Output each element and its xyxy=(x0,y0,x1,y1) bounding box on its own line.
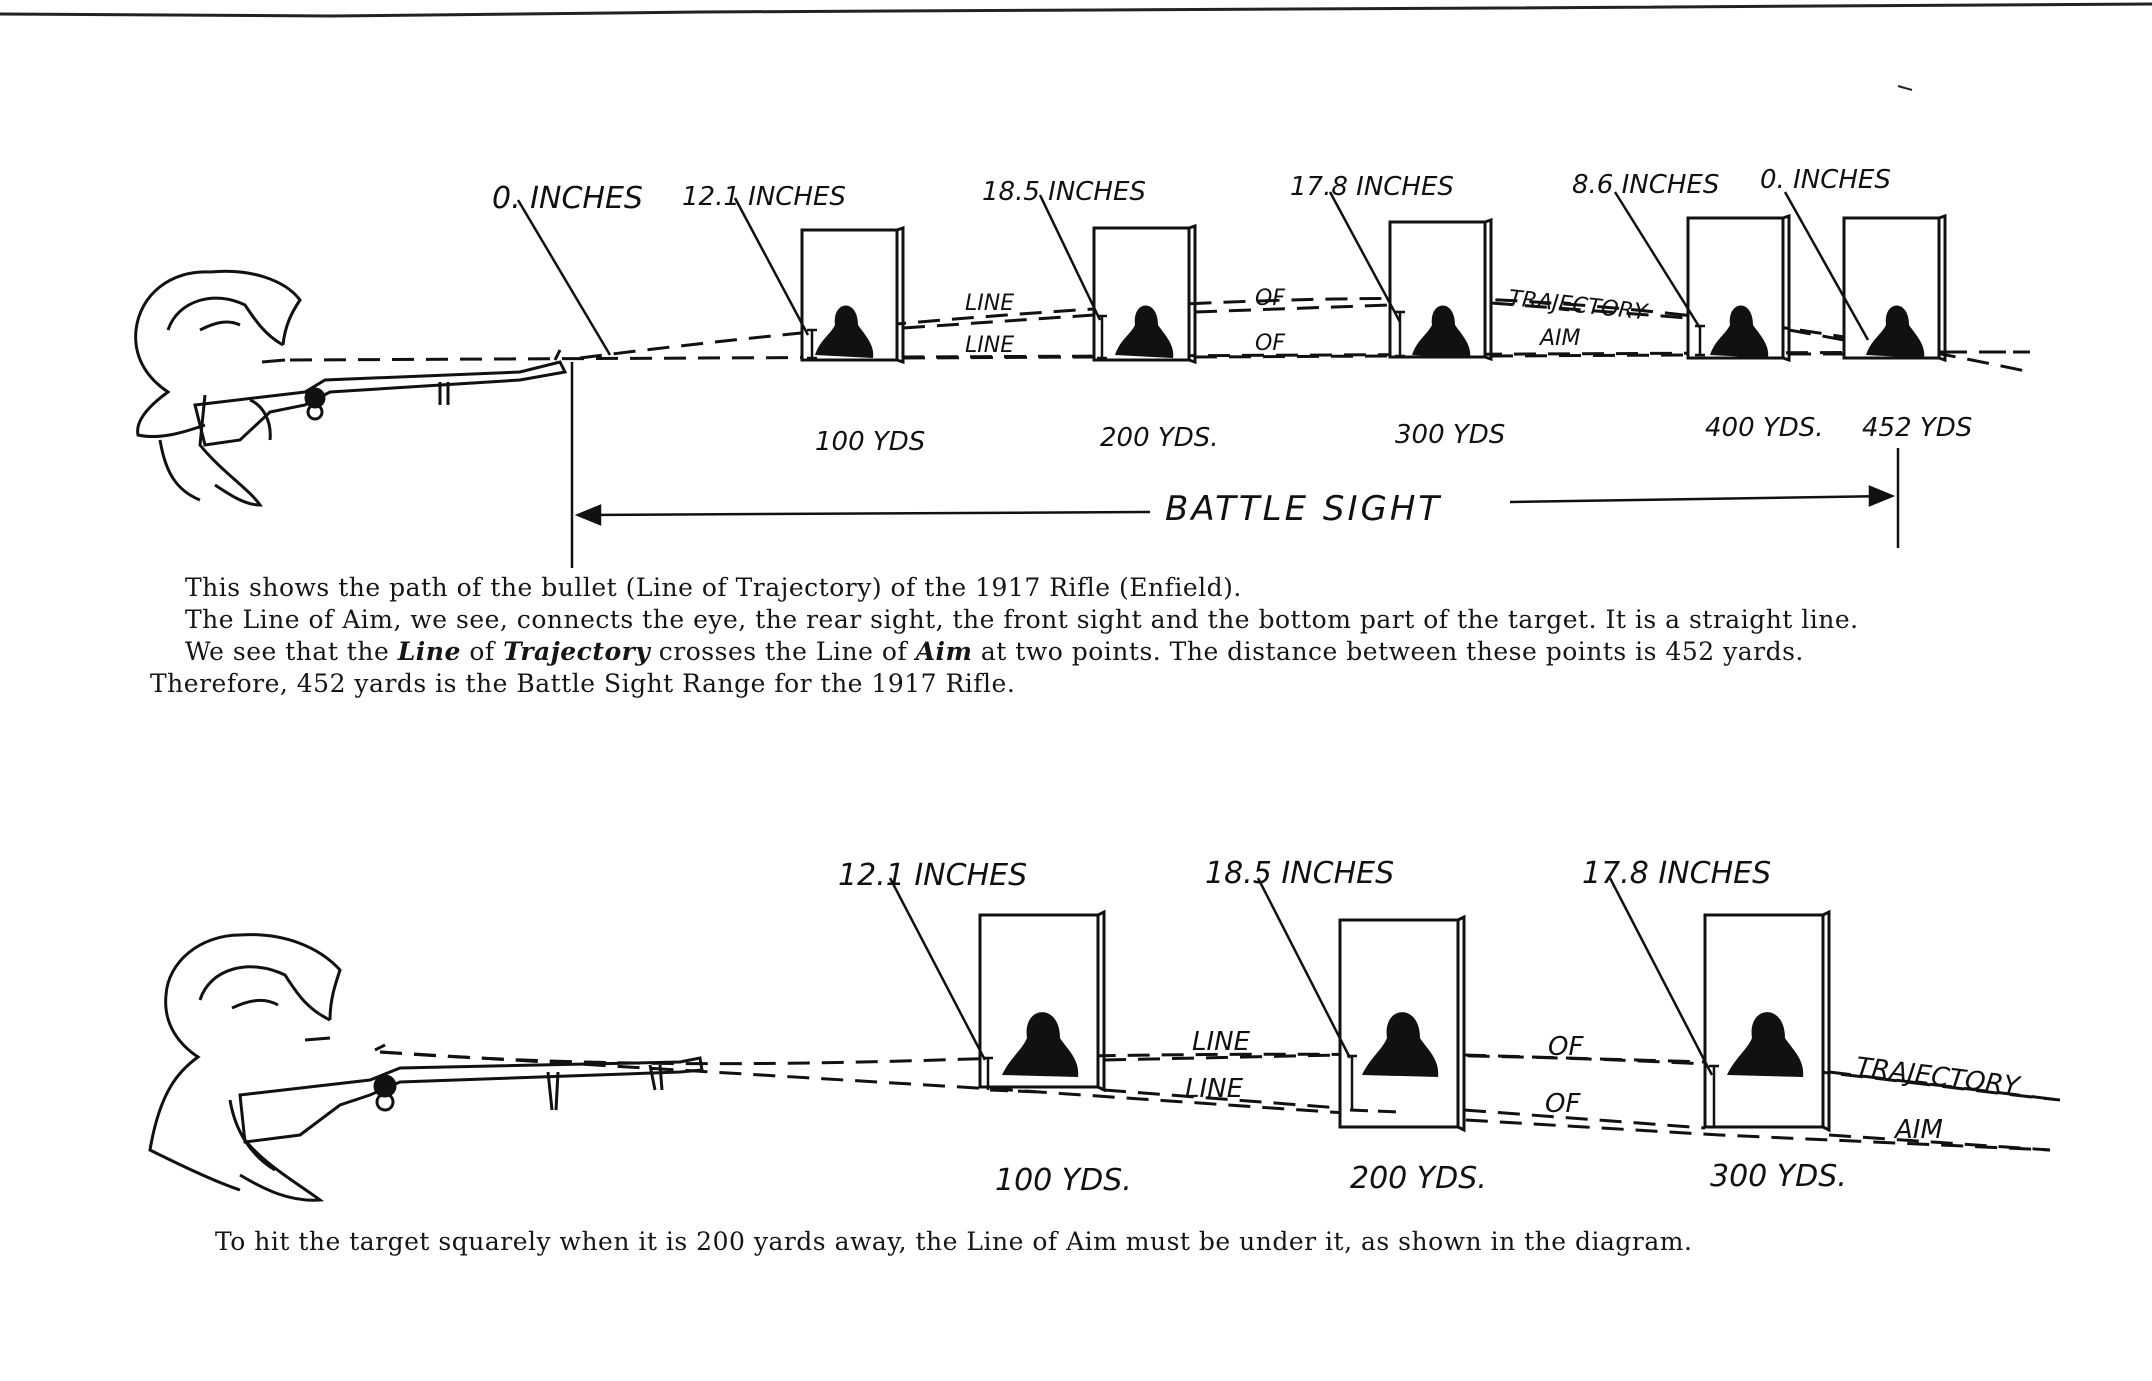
target-100yds-2 xyxy=(980,912,1104,1090)
distance-label-18in-2: 18.5 INCHES xyxy=(1205,856,1395,891)
distance-label-0in-b: 0. INCHES xyxy=(1760,165,1891,195)
word-of-bottom-2: OF xyxy=(1545,1089,1581,1119)
word-of-bottom-1: OF xyxy=(1255,331,1285,356)
word-line-top-1: LINE xyxy=(965,291,1015,316)
distance-label-17in-2: 17.8 INCHES xyxy=(1582,856,1772,891)
shooter-head-2 xyxy=(150,935,340,1201)
leader-lines-1 xyxy=(518,192,1868,358)
caption1-line3-a: We see that the xyxy=(185,637,398,666)
caption1-line3-f: Aim xyxy=(915,637,973,666)
page-edge-line xyxy=(0,4,2152,16)
caption1-line1: This shows the path of the bullet (Line of Trajectory) of the 1917 Rifle (Enfield). xyxy=(185,573,1242,602)
caption1-line3 xyxy=(150,636,2050,668)
battle-sight-label: BATTLE SIGHT xyxy=(1165,489,1443,529)
corner-mark xyxy=(1898,86,1912,90)
target-200yds-1 xyxy=(1094,226,1195,362)
rifle-2 xyxy=(240,1045,702,1142)
rifle-1 xyxy=(195,350,565,445)
target-300yds-1 xyxy=(1390,220,1491,359)
caption-200-yards xyxy=(215,1226,2015,1258)
caption-battle-sight xyxy=(150,572,2050,700)
range-label-100-2: 100 YDS. xyxy=(995,1163,1132,1198)
distance-label-0in-a: 0. INCHES xyxy=(492,181,643,216)
word-trajectory-2: TRAJECTORY xyxy=(1854,1052,2021,1102)
word-of-top-2: OF xyxy=(1548,1032,1584,1062)
target-200yds-2 xyxy=(1340,917,1464,1130)
battle-sight-bracket xyxy=(572,362,1898,568)
caption1-line3-d: Trajectory xyxy=(503,637,651,666)
word-trajectory-1: TRAJECTORY xyxy=(1507,286,1649,326)
word-aim-1: AIM xyxy=(1540,326,1581,351)
range-label-300-1: 300 YDS xyxy=(1395,420,1506,450)
distance-label-12in-2: 12.1 INCHES xyxy=(838,858,1028,893)
range-label-200-1: 200 YDS. xyxy=(1100,423,1219,453)
word-line-bottom-1: LINE xyxy=(965,333,1015,358)
diagram-1 xyxy=(136,165,2030,568)
shooter-head-1 xyxy=(136,271,300,505)
diagram-2 xyxy=(150,856,2060,1200)
range-label-100-1: 100 YDS xyxy=(815,427,926,457)
range-label-400-1: 400 YDS. xyxy=(1705,413,1824,443)
range-label-300-2: 300 YDS. xyxy=(1710,1159,1847,1194)
caption1-line4: Therefore, 452 yards is the Battle Sight Range for the 1917 Rifle. xyxy=(150,669,1016,698)
caption1-line3-b: Line xyxy=(397,637,461,666)
target-452yds-1 xyxy=(1844,216,1945,360)
word-line-top-2: LINE xyxy=(1192,1027,1251,1057)
caption1-line2: The Line of Aim, we see, connects the eye, the rear sight, the front sight and the bottom part of the target. It is a straight line. xyxy=(185,605,1859,634)
distance-label-18in: 18.5 INCHES xyxy=(982,177,1146,207)
word-aim-2: AIM xyxy=(1895,1115,1943,1145)
distance-label-12in: 12.1 INCHES xyxy=(682,182,846,212)
caption2-text: To hit the target squarely when it is 200 yards away, the Line of Aim must be under it, as shown in the diagram. xyxy=(215,1227,1693,1256)
range-label-200-2: 200 YDS. xyxy=(1350,1161,1487,1196)
target-300yds-2 xyxy=(1705,912,1829,1130)
target-100yds-1 xyxy=(802,228,903,362)
caption1-line3-c: of xyxy=(460,637,504,666)
word-line-bottom-2: LINE xyxy=(1185,1074,1244,1104)
caption1-line3-e: crosses the Line of xyxy=(650,637,916,666)
distance-label-17in: 17.8 INCHES xyxy=(1290,172,1454,202)
target-400yds-1 xyxy=(1688,216,1789,360)
word-of-top-1: OF xyxy=(1255,286,1285,311)
distance-label-8in: 8.6 INCHES xyxy=(1572,170,1720,200)
caption1-line3-g: at two points. The distance between these points is 452 yards. xyxy=(972,637,1804,666)
range-label-452-1: 452 YDS xyxy=(1862,413,1973,443)
